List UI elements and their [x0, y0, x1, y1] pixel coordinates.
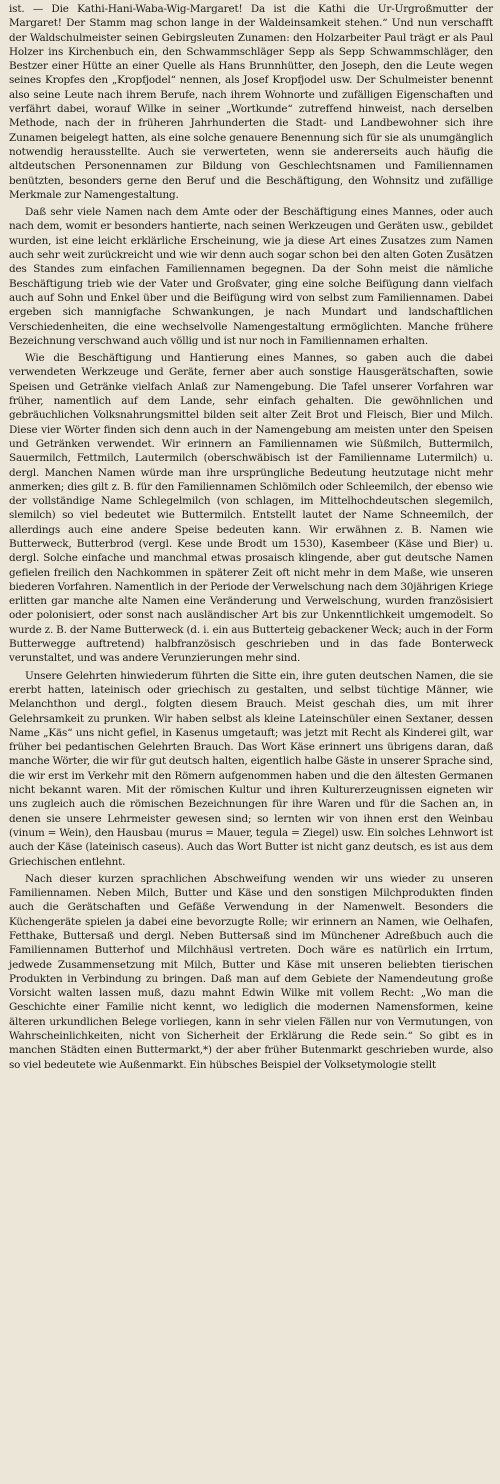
- paragraph-waldschulmeister: ist. — Die Kathi-Hani-Waba-Wig-Margaret! Da ist die Kathi die Ur-Urgroßmutter der Margaret! Der Stamm mag schon lange in der Waldeinsamkeit stehen.“ Und nun verschafft der Waldschulmeister seinen Gebirgsleuten Zunamen: den Holzarbeiter Paul trägt er als Paul Holzer ins Kirchenbuch ein, den Schwammschläger Sepp als Sepp Schwammschläger, den Bestzer einer Hütte an einer Quelle als Hans Brunnhütter, den Joseph, den die Leute wegen seines Kropfes den „Kropfjodel“ nennen, als Josef Kropfjodel usw. Der Schulmeister benennt also seine Leute nach ihrem Berufe, nach ihrem Wohnorte und zufälligen Eigenschaften und verfährt dabei, worauf Wilke in seiner „Wortkunde“ zutreffend hinweist, nach derselben Methode, nach der in früheren Jahrhunderten die Stadt- und Landbewohner sich ihre Zunamen beigelegt hatten, als eine solche genauere Benennung sich für sie als unumgänglich notwendig herausstellte. Auch sie verwerteten, wenn sie andererseits auch häufig die altdeutschen Personennamen zur Bildung von Geschlechtsnamen und Familiennamen benützten, besonders gerne den Beruf und die Beschäftigung, den Wohnsitz und zufällige Merkmale zur Namengestaltung.: [9, 3, 493, 201]
- paragraph-beschaeftigung: Daß sehr viele Namen nach dem Amte oder der Beschäftigung eines Mannes, oder auch nach dem, womit er besonders hantierte, nach seinen Werkzeugen und Geräten usw., gebildet wurden, ist eine leicht erklärliche Erscheinung, wie ja diese Art eines Zusatzes zum Namen auch sehr weit zurückreicht und wie wir denn auch sogar schon bei den alten Goten Zusätzen des Standes zum einfachen Familiennamen begegnen. Da der Sohn meist die nämliche Beschäftigung trieb wie der Vater und Großvater, ging eine solche Beifügung dann vielfach auch auf Sohn und Enkel über und die Beifügung wird von selbst zum Familiennamen. Dabei ergeben sich mannigfache Schwankungen, je nach Mundart und landschaftlichen Verschiedenheiten, die eine wechselvolle Namengestaltung ermöglichten. Manche frühere Bezeichnung verschwand auch völlig und ist nur noch in Familiennamen erhalten.: [9, 206, 493, 347]
- paragraph-familiennamen: Nach dieser kurzen sprachlichen Abschweifung wenden wir uns wieder zu unseren Familiennamen. Neben Milch, Butter und Käse und den sonstigen Milchprodukten finden auch die Gerätschaften und Gefäße Verwendung in der Namenwelt. Besonders die Küchengeräte spielen ja dabei eine bevorzugte Rolle; wir erinnern an Namen, wie Oelhafen, Fetthake, Buttersaß und dergl. Neben Buttersaß sind im Münchener Adreßbuch auch die Familiennamen Butterhof und Milchhäusl vertreten. Doch wäre es natürlich ein Irrtum, jedwede Zusammensetzung mit Milch, Butter und Käse mit unseren beliebten tierischen Produkten in Verbindung zu bringen. Daß man auf dem Gebiete der Namendeutung große Vorsicht walten lassen muß, dazu mahnt Edwin Wilke mit vollem Recht: „Wo man die Geschichte einer Familie nicht kennt, wo lediglich die modernen Namensformen, keine älteren urkundlichen Belege vorliegen, kann in sehr vielen Fällen nur von Vermutungen, von Wahrscheinlichkeiten, nicht von Sicherheit der Erklärung die Rede sein.“ So gibt es in manchen Städten einen Buttermarkt,*) der aber früher Butenmarkt geschrieben wurde, also so viel bedeutete wie Außenmarkt. Ein hübsches Beispiel der Volksetymologie stellt: [9, 872, 493, 1071]
- paragraph-speisen-getraenke: Wie die Beschäftigung und Hantierung eines Mannes, so gaben auch die dabei verwendeten Werkzeuge und Geräte, ferner aber auch sonstige Hausgerätschaften, sowie Speisen und Getränke vielfach Anlaß zur Namengebung. Die Tafel unserer Vorfahren war früher, namentlich auf dem Lande, sehr einfach gehalten. Die gewöhnlichen und gebräuchlichen Volksnahrungsmittel bilden seit alter Zeit Brot und Fleisch, Bier und Milch. Diese vier Wörter finden sich denn auch in der Namengebung am meisten unter den Speisen und Getränken verwendet. Wir erinnern an Familiennamen wie Süßmilch, Buttermilch, Sauermilch, Fettmilch, Lautermilch (oberschwäbisch ist der Familienname Lutermilch) u. dergl. Manchen Namen würde man ihre ursprüngliche Bedeutung heutzutage nicht mehr anmerken; dies gilt z. B. für den Familiennamen Schlömilch oder Schleemilch, der ebenso wie der vollständige Name Schlegelmilch (von schlagen, im Mittelhochdeutschen slegemilch, slemilch) so viel bedeutet wie Buttermilch. Entstellt lautet der Name Schneemilch, der allerdings auch eine andere Speise bedeuten kann. Wir erwähnen z. B. Namen wie Butterweck, Butterbrod (vergl. Kese unde Brodt um 1530), Kasembeer (Käse und Bier) u. dergl. Solche einfache und manchmal etwas prosaisch klingende, aber gut deutsche Namen gefielen freilich den Nachkommen in späterer Zeit oft nicht mehr in dem Maße, wie unseren biederen Vorfahren. Namentlich in der Periode der Verwelschung nach dem 30jährigen Kriege erlitten gar manche alte Namen eine Veränderung und Verwelschung, wurden französisiert oder polonisiert, oder sonst nach ausländischer Art bis zur Unkenntlichkeit umgemodelt. So wurde z. B. der Name Butterweck (d. i. ein aus Butterteig gebackener Weck; auch in der Form Butterwegge auftretend) halbfranzösisch geschrieben und in das fade Bonterweck verunstaltet, und was andere Verunzierungen mehr sind.: [9, 352, 493, 665]
- paragraph-gelehrte: Unsere Gelehrten hinwiederum führten die Sitte ein, ihre guten deutschen Namen, die sie ererbt hatten, lateinisch oder griechisch zu gestalten, und selbst tüchtige Männer, wie Melanchthon und dergl., folgten diesem Brauch. Meist geschah dies, um mit ihrer Gelehrsamkeit zu prunken. Wir haben selbst als kleine Lateinschüler einen Sextaner, dessen Name „Käs“ uns nicht gefiel, in Kasenus umgetauft; was jetzt mit Recht als Kinderei gilt, war früher bei pedantischen Gelehrten Brauch. Das Wort Käse erinnert uns übrigens daran, daß manche Wörter, die wir für gut deutsch halten, eigentlich halbe Gäste in unserer Sprache sind, die wir erst im Verkehr mit den Römern aufgenommen haben und die den ältesten Germanen nicht bekannt waren. Mit der römischen Kultur und ihren Kulturerzeugnissen eigneten wir uns zugleich auch die römischen Bezeichnungen für ihre Waren und für die Sachen an, in denen sie unsere Lehrmeister gewesen sind; so lernten wir von ihnen erst den Weinbau (vinum = Wein), den Hausbau (murus = Mauer, tegula = Ziegel) usw. Ein solches Lehnwort ist auch der Käse (lateinisch caseus). Auch das Wort Butter ist nicht ganz deutsch, es ist aus dem Griechischen entlehnt.: [9, 669, 493, 868]
